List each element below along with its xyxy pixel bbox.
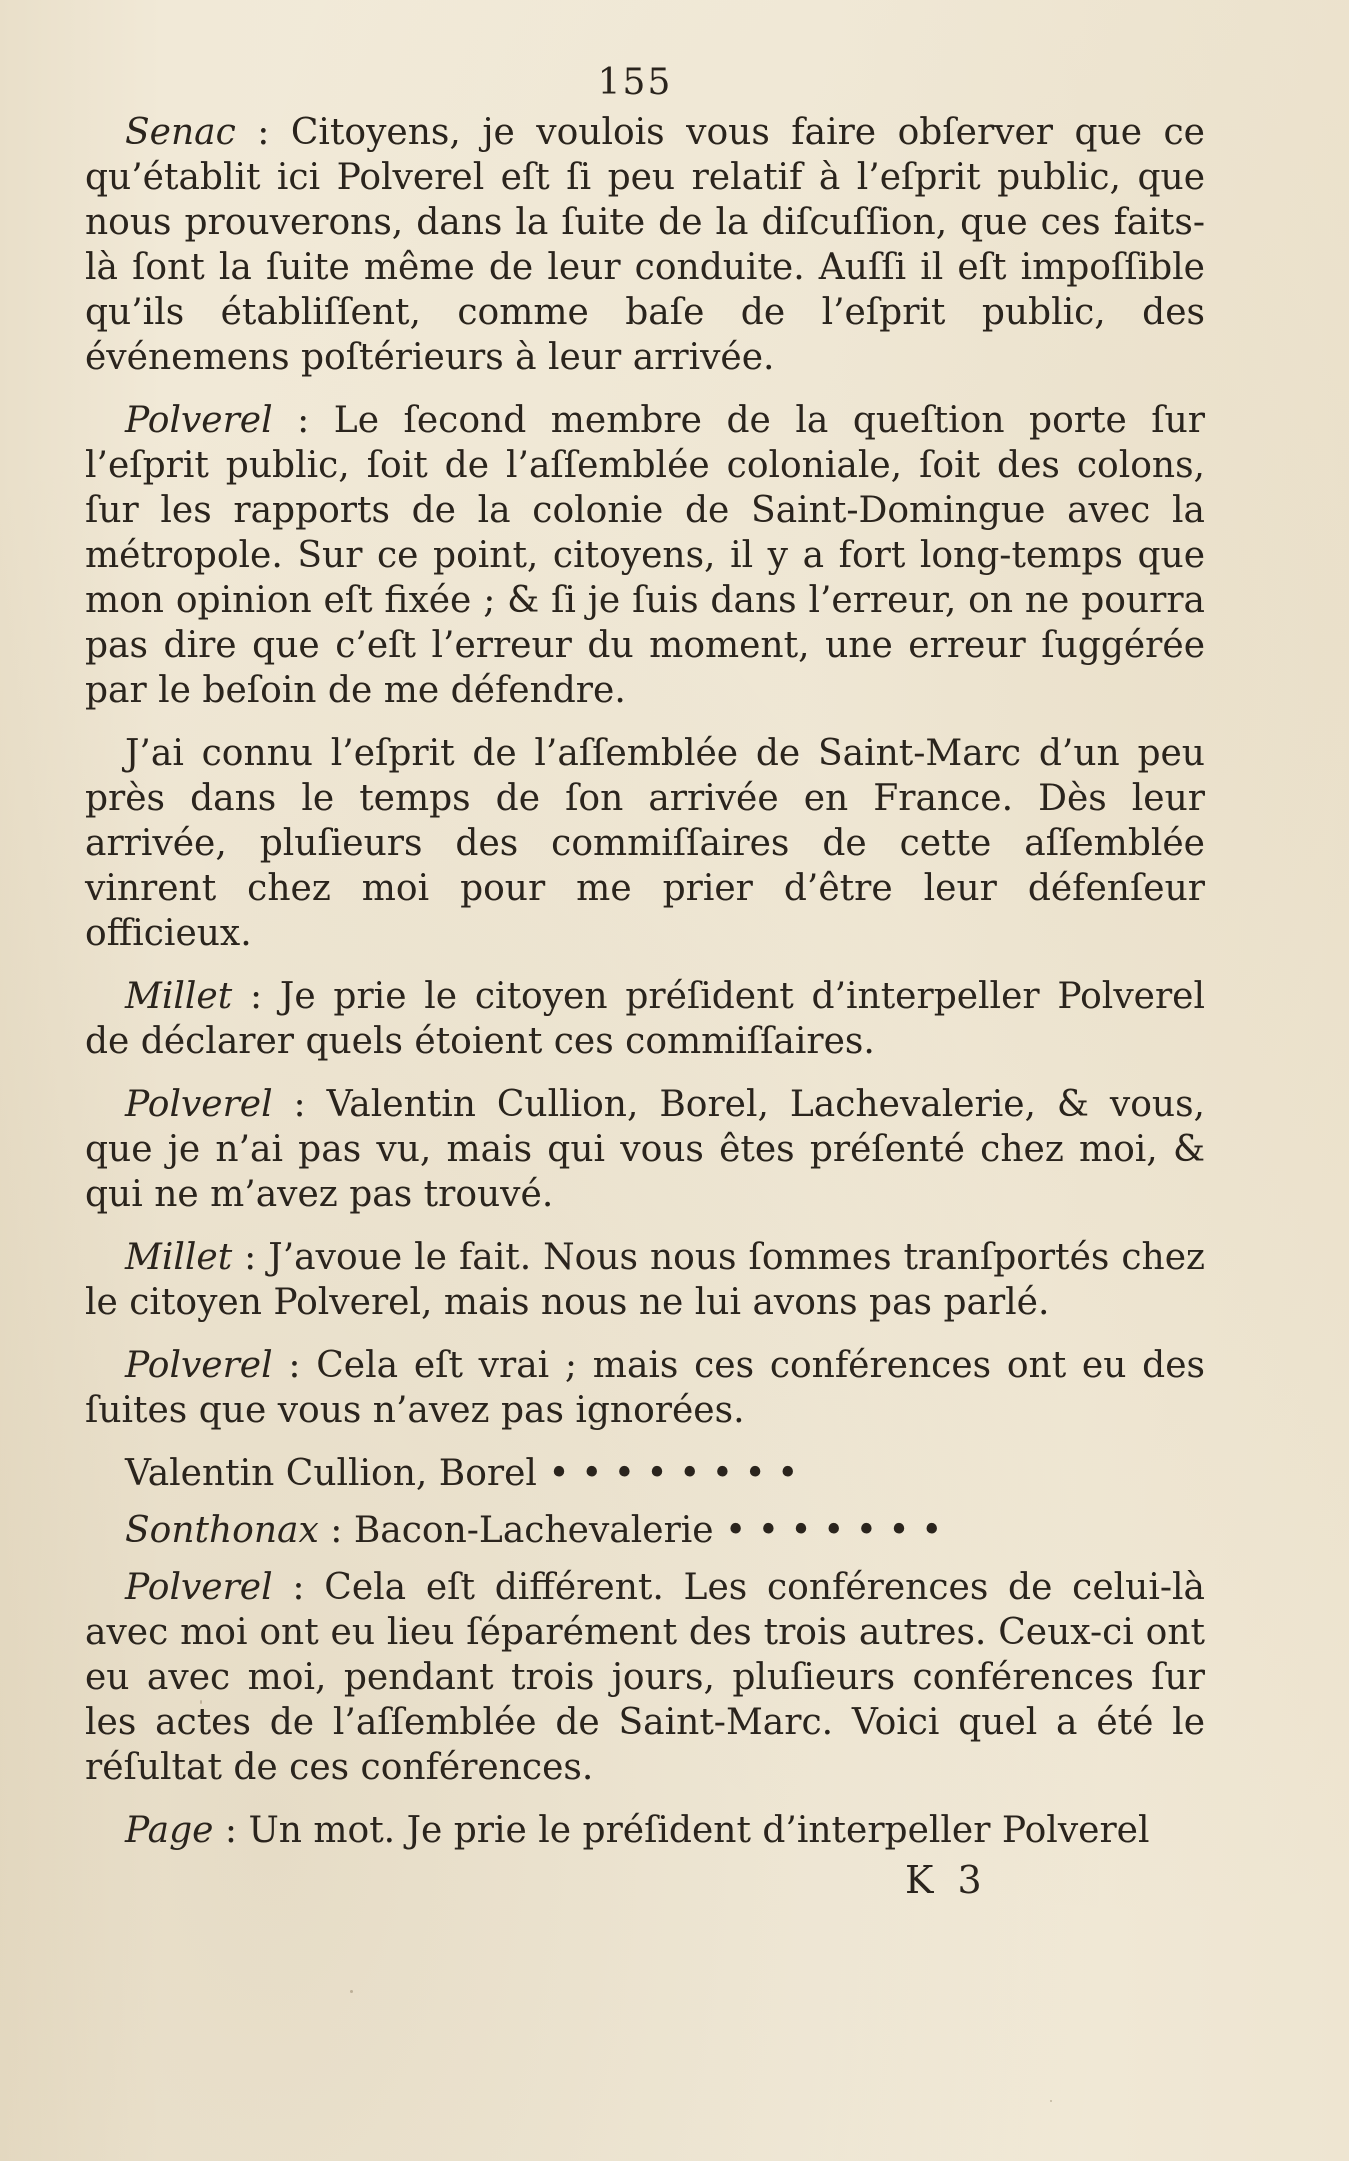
speaker-name: Page	[125, 1810, 214, 1851]
paragraph	[85, 1082, 1205, 1217]
paper-speck	[200, 1700, 202, 1704]
paragraph-text: : Le ſecond membre de la queſtion porte ſur l’eſprit public, ſoit de l’aſſemblée coloniale, ſoit des colons, ſur les rapports de la colonie de Saint-Domingue avec la métropole. Sur ce point, citoyens, il y a fort long-temps que mon opinion eſt fixée ; & ſi je ſuis dans l’erreur, on ne pourra pas dire que c’eſt l’erreur du moment, une erreur ſuggérée par le beſoin de me défendre.	[85, 400, 1205, 711]
paragraph-text: : J’avoue le fait. Nous nous ſommes tranſportés chez le citoyen Polverel, mais nous ne lui avons pas parlé.	[85, 1237, 1205, 1323]
paragraph-text: : Cela eſt vrai ; mais ces conférences ont eu des ſuites que vous n’avez pas ignorées.	[85, 1345, 1205, 1431]
paragraph-text: J’ai connu l’eſprit de l’aſſemblée de Saint-Marc d’un peu près dans le temps de ſon arrivée en France. Dès leur arrivée, pluſieurs des commiſſaires de cette aſſemblée vinrent chez moi pour me prier d’être leur défenſeur officieux.	[85, 733, 1205, 954]
paper-speck	[1050, 2100, 1052, 2102]
paragraph-text: : Valentin Cullion, Borel, Lachevalerie, & vous, que je n’ai pas vu, mais qui vous êtes préſenté chez moi, & qui ne m’avez pas trouvé.	[85, 1084, 1205, 1215]
speaker-name: Polverel	[125, 1567, 273, 1608]
speaker-name: Polverel	[125, 400, 273, 441]
paper-speck	[350, 1990, 353, 1993]
text-body	[85, 110, 1205, 1871]
speaker-name: Senac	[125, 112, 236, 153]
paragraph	[85, 110, 1205, 380]
signature-mark: K 3	[905, 1858, 988, 1902]
speaker-name: Sonthonax	[125, 1510, 319, 1551]
paragraph	[85, 1808, 1205, 1853]
paragraph	[85, 974, 1205, 1064]
paragraph	[85, 1235, 1205, 1325]
paragraph	[85, 398, 1205, 713]
paragraph-text: : Bacon-Lachevalerie • • • • • • •	[318, 1510, 943, 1551]
paragraph	[85, 1451, 1205, 1496]
paragraph	[85, 1565, 1205, 1790]
paragraph-text: Valentin Cullion, Borel • • • • • • • •	[125, 1453, 799, 1494]
paragraph-text: : Je prie le citoyen préſident d’interpeller Polverel de déclarer quels étoient ces commiſſaires.	[85, 976, 1205, 1062]
speaker-name: Millet	[125, 1237, 233, 1278]
paragraph-text: : Un mot. Je prie le préſident d’interpeller Polverel	[213, 1810, 1150, 1851]
speaker-name: Millet	[125, 976, 233, 1017]
paragraph-text: : Citoyens, je voulois vous faire obſerver que ce qu’établit ici Polverel eſt ſi peu relatif à l’eſprit public, que nous prouverons, dans la ſuite de la diſcuſſion, que ces faits-là ſont la ſuite même de leur conduite. Auſſi il eſt impoſſible qu’ils établiſſent, comme baſe de l’eſprit public, des événemens poſtérieurs à leur arrivée.	[85, 112, 1205, 378]
paragraph	[85, 1508, 1205, 1553]
paragraph-text: : Cela eſt différent. Les conférences de celui-là avec moi ont eu lieu ſéparément des trois autres. Ceux-ci ont eu avec moi, pendant trois jours, pluſieurs conférences ſur les actes de l’aſſemblée de Saint-Marc. Voici quel a été le réſultat de ces conférences.	[85, 1567, 1205, 1788]
speaker-name: Polverel	[125, 1084, 273, 1125]
paragraph	[85, 731, 1205, 956]
page-number: 155	[597, 62, 673, 103]
speaker-name: Polverel	[125, 1345, 273, 1386]
paragraph	[85, 1343, 1205, 1433]
